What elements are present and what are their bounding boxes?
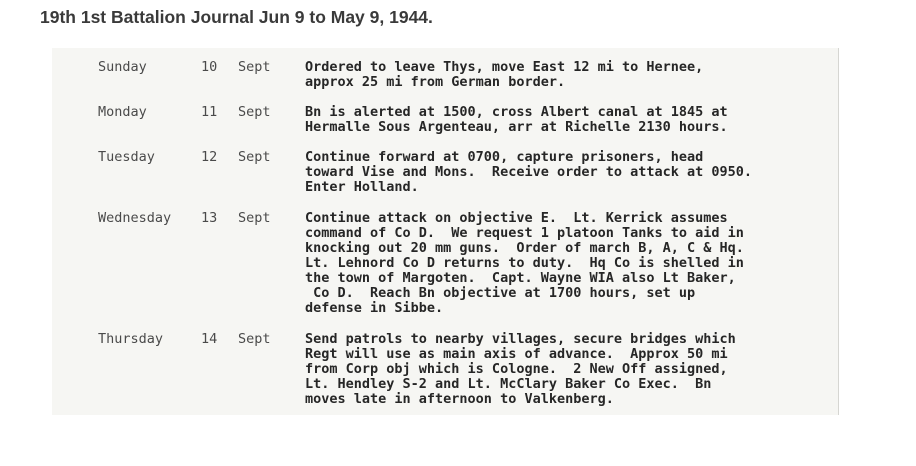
entry-line: knocking out 20 mm guns. Order of march B, A, C & Hq. <box>305 240 744 256</box>
entry-line: from Corp obj which is Cologne. 2 New Off assigned, <box>305 361 728 377</box>
entry-line: Regt will use as main axis of advance. Approx 50 mi <box>305 346 728 362</box>
entry-date: 10 <box>201 59 218 75</box>
entry-line: Ordered to leave Thys, move East 12 mi to Hernee, <box>305 59 704 75</box>
entry-line: Lt. Lehnord Co D returns to duty. Hq Co is shelled in <box>305 255 744 271</box>
entry-line: moves late in afternoon to Valkenberg. <box>305 391 614 407</box>
entry-line: Lt. Hendley S-2 and Lt. McClary Baker Co Exec. Bn <box>305 376 712 392</box>
entry-month: Sept <box>238 104 271 120</box>
entry-month: Sept <box>238 210 271 226</box>
entry-text <box>305 211 833 316</box>
entry-line: Bn is alerted at 1500, cross Albert canal at 1845 at <box>305 104 728 120</box>
entry-day: Tuesday <box>98 149 155 165</box>
entry-line: approx 25 mi from German border. <box>305 74 566 90</box>
entry-line: Continue forward at 0700, capture prisoners, head <box>305 149 704 165</box>
page-title: 19th 1st Battalion Journal Jun 9 to May 9, 1944. <box>40 7 433 27</box>
journal-scan <box>52 48 839 415</box>
entry-month: Sept <box>238 59 271 75</box>
entry-text <box>305 150 833 195</box>
entry-text <box>305 332 833 407</box>
entry-day: Wednesday <box>98 210 172 226</box>
entry-month: Sept <box>238 149 271 165</box>
entry-line: command of Co D. We request 1 platoon Tanks to aid in <box>305 225 744 241</box>
entry-date: 11 <box>201 104 218 120</box>
entry-text <box>305 60 833 90</box>
entry-line: defense in Sibbe. <box>305 300 444 316</box>
entry-day: Monday <box>98 104 147 120</box>
entry-line: Hermalle Sous Argenteau, arr at Richelle 2130 hours. <box>305 119 728 135</box>
entry-day: Sunday <box>98 59 147 75</box>
entry-line: Co D. Reach Bn objective at 1700 hours, set up <box>305 285 696 301</box>
entry-line: Enter Holland. <box>305 179 419 195</box>
entry-date: 14 <box>201 331 218 347</box>
entry-date: 13 <box>201 210 218 226</box>
entry-text <box>305 105 833 135</box>
entry-line: toward Vise and Mons. Receive order to attack at 0950. <box>305 164 753 180</box>
entry-date: 12 <box>201 149 218 165</box>
entry-line: the town of Margoten. Capt. Wayne WIA also Lt Baker, <box>305 270 736 286</box>
entry-line: Continue attack on objective E. Lt. Kerrick assumes <box>305 210 728 226</box>
entry-month: Sept <box>238 331 271 347</box>
entry-day: Thursday <box>98 331 164 347</box>
entry-line: Send patrols to nearby villages, secure bridges which <box>305 331 736 347</box>
